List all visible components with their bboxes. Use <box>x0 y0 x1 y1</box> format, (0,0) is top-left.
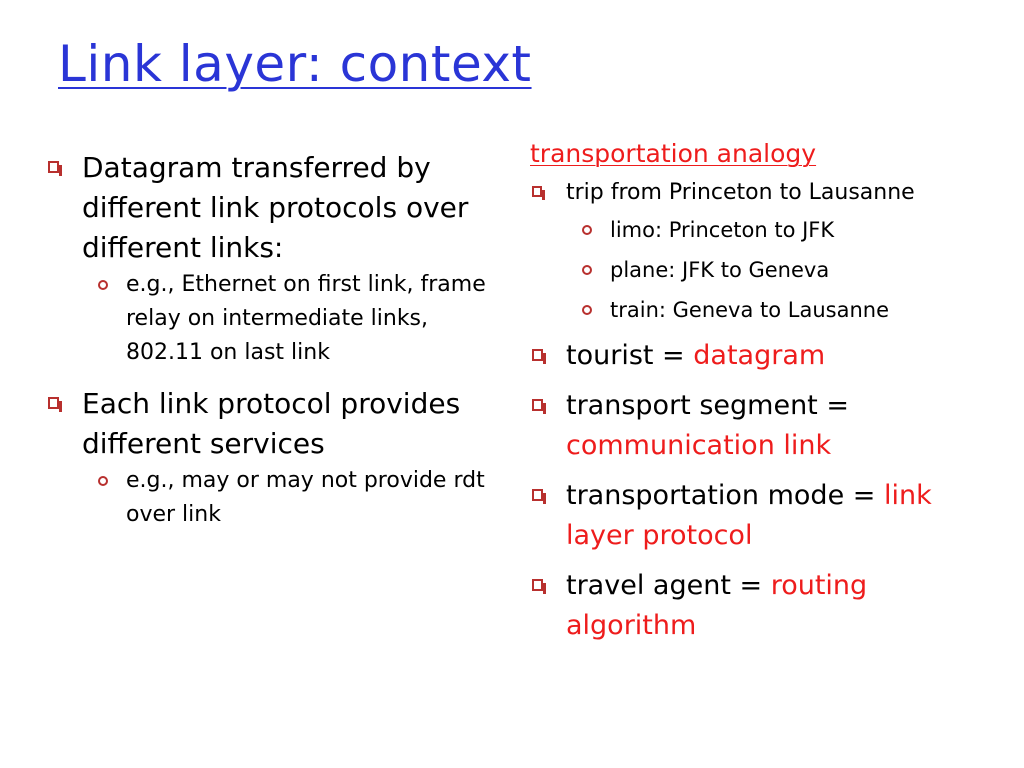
circle-bullet-icon <box>98 280 108 290</box>
left-column <box>44 148 494 532</box>
bullet-trip: trip from Princeton to Lausanne <box>530 176 1000 210</box>
bullet-link-protocol-services: Each link protocol provides different services <box>44 384 494 464</box>
sub-bullet-limo: limo: Princeton to JFK <box>530 210 1000 250</box>
mapping-value: datagram <box>693 340 826 371</box>
right-column <box>530 136 1000 646</box>
square-bullet-icon <box>532 349 543 361</box>
mapping-value: link layer protocol <box>566 480 932 551</box>
circle-bullet-icon <box>98 476 108 486</box>
sub-bullet-plane: plane: JFK to Geneva <box>530 250 1000 290</box>
square-bullet-icon <box>532 186 542 197</box>
mapping-value: routing algorithm <box>566 570 868 641</box>
square-bullet-icon <box>48 161 59 173</box>
circle-bullet-icon <box>582 225 592 235</box>
square-bullet-icon <box>48 397 59 409</box>
mapping-value: communication link <box>566 430 832 461</box>
circle-bullet-icon <box>582 265 592 275</box>
bullet-transportation-mode: transportation mode = link layer protocol <box>530 476 1000 556</box>
bullet-travel-agent: travel agent = routing algorithm <box>530 566 1000 646</box>
sub-bullet-train: train: Geneva to Lausanne <box>530 290 1000 330</box>
bullet-transport-segment: transport segment = communication link <box>530 386 1000 466</box>
sub-bullet-ethernet-example: e.g., Ethernet on first link, frame relay on intermediate links, 802.11 on last link <box>44 268 494 370</box>
slide-title: Link layer: context <box>58 35 532 93</box>
circle-bullet-icon <box>582 305 592 315</box>
square-bullet-icon <box>532 399 543 411</box>
analogy-heading: transportation analogy <box>530 139 817 168</box>
bullet-datagram-transfer: Datagram transferred by different link protocols over different links: <box>44 148 494 268</box>
square-bullet-icon <box>532 489 543 501</box>
bullet-tourist: tourist = datagram <box>530 336 1000 376</box>
sub-bullet-rdt-example: e.g., may or may not provide rdt over link <box>44 464 494 532</box>
square-bullet-icon <box>532 579 543 591</box>
